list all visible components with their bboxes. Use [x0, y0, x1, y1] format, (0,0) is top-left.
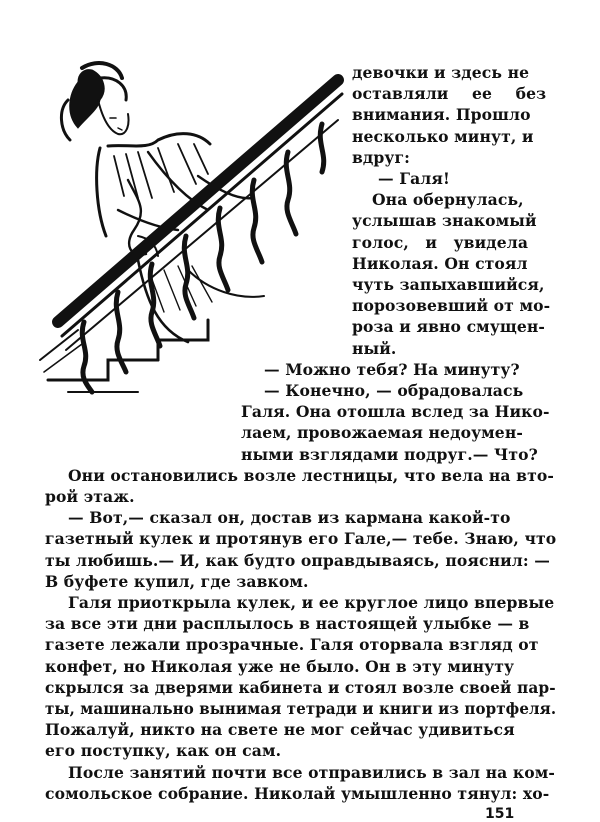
- text-line: ный.: [352, 338, 397, 358]
- text-line: услышав знакомый: [352, 211, 537, 231]
- text-line: газете лежали прозрачные. Галя оторвала взгляд от: [45, 635, 539, 655]
- text-line: его поступку, как он сам.: [45, 741, 282, 761]
- text-line: В буфете купил, где завком.: [45, 571, 309, 591]
- text-line: Галя приоткрыла кулек, и ее круглое лицо впервые: [68, 593, 555, 612]
- text-line: Она обернулась,: [372, 190, 524, 210]
- text-line: роза и явно смущен-: [352, 317, 545, 337]
- text-line: сомольское собрание. Николай умышленно тянул: хо-: [45, 783, 550, 803]
- text-line: — Конечно, — обрадовалась: [264, 381, 524, 400]
- text-line: Пожалуй, никто на свете не мог сейчас удивиться: [45, 720, 515, 740]
- girl-at-staircase-illustration: [38, 60, 350, 392]
- text-line: газетный кулек и протянув его Гале,— тебе. Знаю, что: [45, 529, 557, 549]
- text-line: рой этаж.: [45, 487, 135, 506]
- text-line: скрылся за дверями кабинета и стоял возле своей пар-: [45, 677, 556, 697]
- text-line: — Можно тебя? На минуту?: [264, 359, 520, 379]
- text-line: чуть запыхавшийся,: [352, 275, 545, 294]
- text-line: голос, и увидела: [352, 232, 529, 252]
- text-line: внимания. Прошло: [352, 105, 531, 125]
- text-line: оставляли ее без: [352, 84, 547, 104]
- text-line: Галя. Она отошла вслед за Нико-: [241, 402, 550, 422]
- text-line: — Галя!: [378, 169, 450, 188]
- text-line: ты любишь.— И, как будто оправдываясь, пояснил: —: [45, 550, 550, 570]
- text-line: Они остановились возле лестницы, что вела на вто-: [68, 465, 554, 485]
- text-line: ты, машинально вынимая тетради и книги из портфеля.: [45, 699, 557, 718]
- text-line: конфет, но Николая уже не было. Он в эту минуту: [45, 656, 515, 676]
- text-line: ными взглядами подруг.— Что?: [241, 444, 538, 464]
- text-line: После занятий почти все отправились в зал на ком-: [68, 762, 555, 782]
- text-line: порозовевший от мо-: [352, 296, 551, 316]
- text-line: лаем, провожаемая недоумен-: [241, 423, 523, 443]
- text-line: — Вот,— сказал он, достав из кармана какой-то: [68, 508, 511, 528]
- text-line: несколько минут, и: [352, 126, 534, 146]
- text-line: за все эти дни расплылось в настоящей улыбке — в: [45, 614, 530, 634]
- text-line: Николая. Он стоял: [352, 253, 528, 273]
- text-line: вдруг:: [352, 147, 411, 167]
- text-line: девочки и здесь не: [352, 63, 530, 82]
- page-number: 151: [485, 806, 515, 822]
